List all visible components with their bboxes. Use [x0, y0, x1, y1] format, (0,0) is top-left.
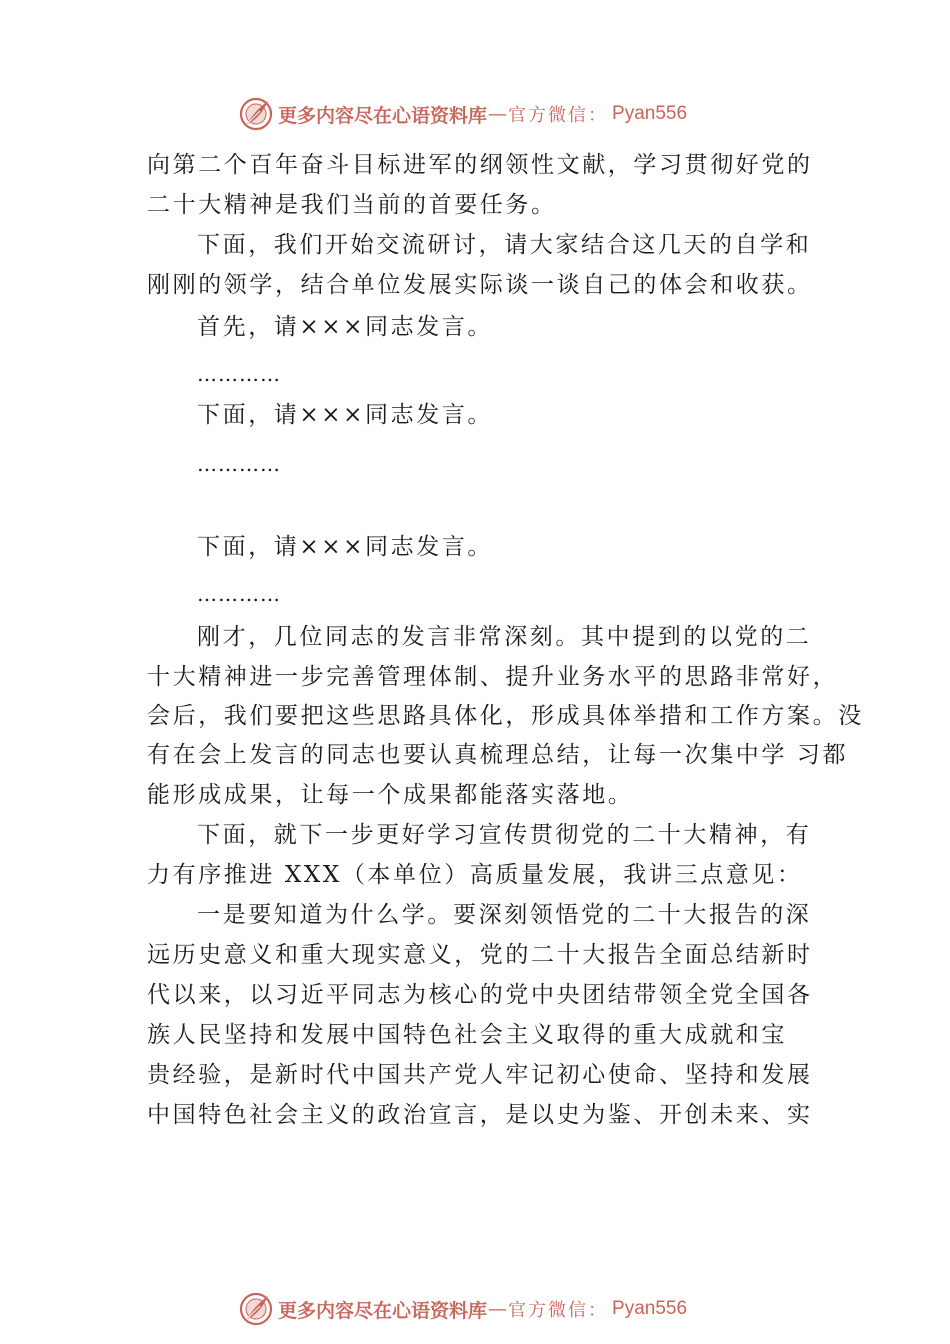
paragraph-line: 族人民坚持和发展中国特色社会主义取得的重大成就和宝	[147, 1022, 787, 1048]
banner-official-label: 官方微信：	[508, 105, 609, 126]
banner-dash: —	[488, 103, 508, 125]
banner-wechat-id: Pyan556	[612, 1298, 688, 1319]
footer-banner	[238, 1289, 687, 1329]
speaker-prompt: 下面，请×××同志发言。	[197, 402, 494, 428]
ellipsis-placeholder: …………	[197, 452, 281, 476]
paragraph-line: 远历史意义和重大现实意义，党的二十大报告全面总结新时	[147, 942, 813, 968]
paragraph-line: 十大精神进一步完善管理体制、提升业务水平的思路非常好，	[147, 664, 839, 690]
paragraph-line: 刚才，几位同志的发言非常深刻。其中提到的以党的二	[197, 624, 812, 650]
banner-dash: —	[488, 1298, 508, 1320]
banner-brand: 更多内容尽在心语资料库	[278, 104, 488, 127]
ellipsis-placeholder: …………	[197, 362, 281, 386]
quill-logo-icon	[238, 1291, 274, 1327]
header-banner	[238, 94, 687, 134]
speaker-prompt: 首先，请×××同志发言。	[197, 314, 494, 340]
paragraph-line: 二十大精神是我们当前的首要任务。	[147, 192, 557, 218]
paragraph-line: 向第二个百年奋斗目标进军的纲领性文献，学习贯彻好党的	[147, 152, 813, 178]
speaker-prompt: 下面，请×××同志发言。	[197, 534, 494, 560]
paragraph-line: 会后，我们要把这些思路具体化，形成具体举措和工作方案。没	[147, 703, 864, 729]
paragraph-line: 有在会上发言的同志也要认真梳理总结，让每一次集中学 习都	[147, 742, 849, 768]
paragraph-line: 下面，我们开始交流研讨，请大家结合这几天的自学和	[197, 232, 812, 258]
quill-logo-icon	[238, 96, 274, 132]
paragraph-line: 刚刚的领学，结合单位发展实际谈一谈自己的体会和收获。	[147, 272, 813, 298]
ellipsis-placeholder: …………	[197, 582, 281, 606]
paragraph-line: 一是要知道为什么学。要深刻领悟党的二十大报告的深	[197, 902, 812, 928]
paragraph-line: 下面，就下一步更好学习宣传贯彻党的二十大精神，有	[197, 822, 812, 848]
paragraph-line: 代以来，以习近平同志为核心的党中央团结带领全党全国各	[147, 982, 813, 1008]
paragraph-line: 中国特色社会主义的政治宣言，是以史为鉴、开创未来、实	[147, 1102, 813, 1128]
banner-brand: 更多内容尽在心语资料库	[278, 1299, 488, 1322]
paragraph-line: 贵经验，是新时代中国共产党人牢记初心使命、坚持和发展	[147, 1062, 813, 1088]
banner-wechat-id: Pyan556	[612, 103, 688, 124]
banner-official-label: 官方微信：	[508, 1300, 609, 1321]
paragraph-line: 力有序推进 XXX（本单位）高质量发展，我讲三点意见：	[147, 862, 803, 888]
paragraph-line: 能形成成果，让每一个成果都能落实落地。	[147, 782, 634, 808]
